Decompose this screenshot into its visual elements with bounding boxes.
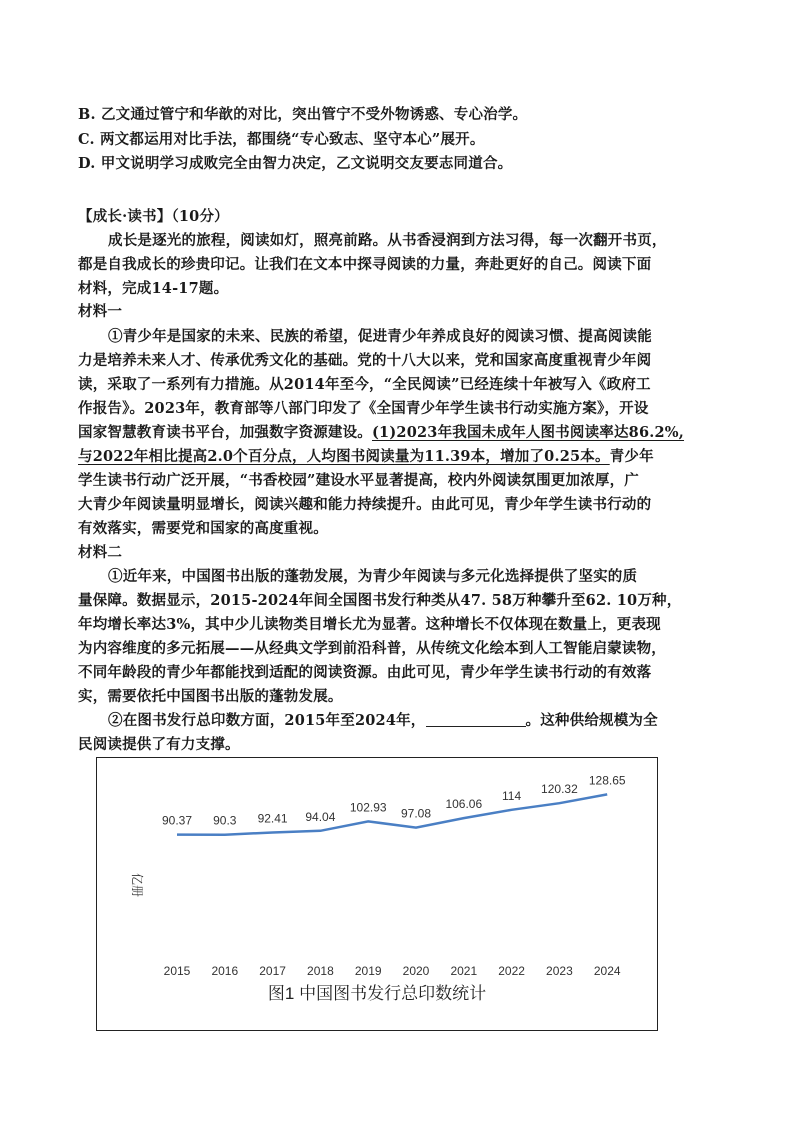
material2-line-2: 量保障。数据显示，2015-2024年间全国图书发行种类从47. 58万种攀升至62. 10万种， <box>78 592 682 609</box>
option-c: C. 两文都运用对比手法，都围绕“专心致志、坚守本心”展开。 <box>78 131 485 148</box>
x-tick-label: 2024 <box>593 964 621 978</box>
series-line <box>177 794 607 834</box>
data-label: 106.06 <box>445 797 483 812</box>
data-label: 90.37 <box>161 813 193 828</box>
material1-line-6-underlined: 与2022年相比提高2.0个百分点，人均图书阅读量为11.39本，增加了0.25本。 <box>78 448 610 465</box>
x-tick-label: 2020 <box>402 964 430 978</box>
answer-blank[interactable] <box>426 712 526 727</box>
x-tick-label: 2023 <box>546 964 573 978</box>
material1-line-5 <box>78 421 718 445</box>
material2-question-2-cont: 民阅读提供了有力支撑。 <box>78 736 240 753</box>
material1-line-4: 作报告》。2023年，教育部等八部门印发了《全国青少年学生读书行动实施方案》，开设 <box>78 400 649 417</box>
print-volume-chart <box>96 757 658 1031</box>
material1-line-3: 读，采取了一系列有力措施。从2014年至今，“全民阅读”已经连续十年被写入《政府工 <box>78 376 651 393</box>
material2-line-4: 为内容维度的多元拓展——从经典文学到前沿科普，从传统文化绘本到人工智能启蒙读物， <box>78 640 666 657</box>
data-label: 94.04 <box>305 809 336 824</box>
x-tick-label: 2017 <box>259 964 286 978</box>
option-d: D. 甲文说明学习成败完全由智力决定，乙文说明交友要志同道合。 <box>78 155 513 172</box>
option-b: B. 乙文通过管宁和华歆的对比，突出管宁不受外物诱惑、专心治学。 <box>78 106 528 123</box>
x-tick-label: 2022 <box>498 964 525 978</box>
material1-line-5-plain: 国家智慧教育读书平台，加强数字资源建设。 <box>78 424 372 441</box>
data-label: 128.65 <box>588 773 626 788</box>
intro-line-1: 成长是逐光的旅程，阅读如灯，照亮前路。从书香浸润到方法习得，每一次翻开书页， <box>108 232 667 249</box>
data-label: 97.08 <box>400 806 432 821</box>
material1-label: 材料一 <box>78 303 123 320</box>
x-tick-label: 2015 <box>163 964 191 978</box>
data-label: 120.32 <box>541 782 578 797</box>
material1-line-8: 大青少年阅读量明显增长，阅读兴趣和能力持续提升。由此可见，青少年学生读书行动的 <box>78 496 652 513</box>
intro-line-2: 都是自我成长的珍贵印记。让我们在文本中探寻阅读的力量，奔赴更好的自己。阅读下面 <box>78 256 652 273</box>
data-label: 92.41 <box>257 811 288 826</box>
material2-line-3: 年均增长率达3%，其中少儿读物类目增长尤为显著。这种增长不仅体现在数量上，更表现 <box>78 616 661 633</box>
data-label: 114 <box>502 788 522 803</box>
material2-line-6: 实，需要依托中国图书出版的蓬勃发展。 <box>78 688 343 705</box>
material1-line-6 <box>78 445 718 469</box>
material1-line-1: ①青少年是国家的未来、民族的希望，促进青少年养成良好的阅读习惯、提高阅读能 <box>108 328 652 345</box>
material2-question-2 <box>108 709 748 733</box>
material1-line-6-plain: 青少年 <box>609 448 654 465</box>
x-tick-label: 2016 <box>211 964 239 978</box>
y-axis-label: 亿册 <box>130 872 144 898</box>
intro-line-3: 材料，完成14-17题。 <box>78 280 229 297</box>
material1-line-9: 有效落实，需要党和国家的高度重视。 <box>78 520 328 537</box>
data-label: 90.3 <box>213 813 237 828</box>
section-heading: 【成长·读书】（10分） <box>78 208 229 225</box>
data-label: 102.93 <box>349 800 387 815</box>
question-2-suffix: 。这种供给规模为全 <box>525 712 658 729</box>
material1-line-5-underlined: (1)2023年我国未成年人图书阅读率达86.2%, <box>372 424 685 441</box>
chart-title: 图1 中国图书发行总印数统计 <box>267 984 487 1003</box>
material1-line-2: 力是培养未来人才、传承优秀文化的基础。党的十八大以来，党和国家高度重视青少年阅 <box>78 352 652 369</box>
chart-canvas <box>97 758 657 1030</box>
material2-line-5: 不同年龄段的青少年都能找到适配的阅读资源。由此可见，青少年学生读书行动的有效落 <box>78 664 652 681</box>
x-tick-label: 2021 <box>450 964 478 978</box>
material1-line-7: 学生读书行动广泛开展，“书香校园”建设水平显著提高，校内外阅读氛围更加浓厚，广 <box>78 472 639 489</box>
material2-line-1: ①近年来，中国图书出版的蓬勃发展，为青少年阅读与多元化选择提供了坚实的质 <box>108 568 638 585</box>
x-tick-label: 2018 <box>307 964 334 978</box>
material2-label: 材料二 <box>78 544 123 561</box>
question-2-prefix: ②在图书发行总印数方面，2015年至2024年， <box>108 712 426 729</box>
x-tick-label: 2019 <box>354 964 382 978</box>
